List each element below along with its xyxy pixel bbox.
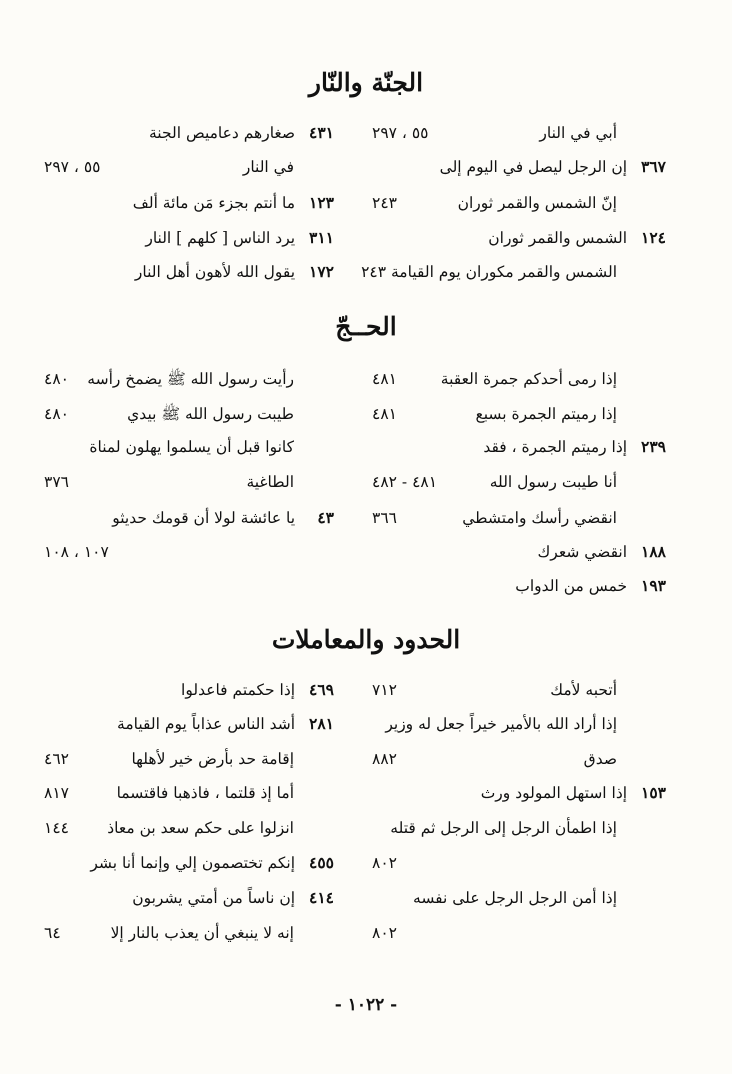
index-entry: ١٢٤ الشمس والقمر ثوران [488, 228, 666, 247]
index-entry: أبي في النار ٥٥ ، ٢٩٧ [372, 124, 617, 142]
index-entry: ٤٣١ صغارهم دعاميص الجنة [149, 123, 334, 142]
index-entry: انقضي رأسك وامتشطي ٣٦٦ [372, 509, 617, 527]
index-entry: ٤٣ يا عائشة لولا أن قومك حديثو [112, 508, 334, 527]
index-entry: في النار ٥٥ ، ٢٩٧ [44, 158, 294, 176]
index-entry: إقامة حد بأرض خير لأهلها ٤٦٢ [44, 750, 294, 768]
index-entry: الطاغية ٣٧٦ [44, 473, 294, 491]
index-entry: ١٢٣ ما أنتم بجزء مَن مائة ألف [132, 193, 334, 212]
index-entry: ٢٣٩ إذا رميتم الجمرة ، فقد [483, 437, 666, 456]
index-entry: الشمس والقمر مكوران يوم القيامة ٢٤٣ [361, 263, 617, 281]
index-entry: ١٧٢ يقول الله لأهون أهل النار [134, 262, 334, 281]
index-entry: إذا اطمأن الرجل إلى الرجل ثم قتله [390, 819, 617, 837]
index-entry: ١٥٣ إذا استهل المولود ورث [480, 783, 666, 802]
index-entry: ١٨٨ انقضي شعرك [537, 542, 666, 561]
index-entry: ٤٥٥ إنكم تختصمون إلي وإنما أنا بشر [90, 853, 334, 872]
index-entry: ٣١١ يرد الناس [ كلهم ] النار [145, 228, 334, 247]
index-entry: طيبت رسول الله ﷺ بيدي ٤٨٠ [44, 405, 294, 423]
index-entry: ٢٨١ أشد الناس عذاباً يوم القيامة [117, 714, 334, 733]
index-entry: أتحبه لأمك ٧١٢ [372, 681, 617, 699]
index-entry: إنّ الشمس والقمر ثوران ٢٤٣ [372, 194, 617, 212]
index-entry: ٨٠٢ [372, 924, 397, 942]
index-entry: ٤١٤ إن ناساً من أمتي يشربون [132, 888, 334, 907]
section-title-hajj: الحــجّ [335, 312, 397, 341]
index-entry: ٨٠٢ [372, 854, 397, 872]
section-title-hudud: الحدود والمعاملات [271, 625, 461, 654]
index-entry: إذا أمن الرجل الرجل على نفسه [413, 889, 617, 907]
index-entry: إذا رمى أحدكم جمرة العقبة ٤٨١ [372, 370, 617, 388]
index-entry: انزلوا على حكم سعد بن معاذ ١٤٤ [44, 819, 294, 837]
page-number: - ١٠٢٢ - [334, 995, 398, 1015]
section-title-paradise-hell: الجنّة والنّار [308, 68, 424, 97]
index-entry: أما إذ قلتما ، فاذهبا فاقتسما ٨١٧ [44, 784, 294, 802]
index-entry: ٣٦٧ إن الرجل ليصل في اليوم إلى [439, 157, 666, 176]
index-entry: رأيت رسول الله ﷺ يضمخ رأسه ٤٨٠ [44, 370, 294, 388]
index-entry: إنه لا ينبغي أن يعذب بالنار إلا ٦٤ [44, 924, 294, 942]
index-entry: ١٩٣ خمس من الدواب [515, 576, 666, 595]
index-entry: إذا أراد الله بالأمير خيراً جعل له وزير [385, 715, 617, 733]
index-entry: صدق ٨٨٢ [372, 750, 617, 768]
index-entry: أنا طيبت رسول الله ٤٨١ - ٤٨٢ [372, 473, 617, 491]
index-entry: ٤٦٩ إذا حكمتم فاعدلوا [181, 680, 334, 699]
index-entry: ١٠٧ ، ١٠٨ [44, 543, 109, 561]
index-entry: كانوا قبل أن يسلموا يهلون لمناة [89, 438, 294, 456]
index-entry: إذا رميتم الجمرة بسبع ٤٨١ [372, 405, 617, 423]
